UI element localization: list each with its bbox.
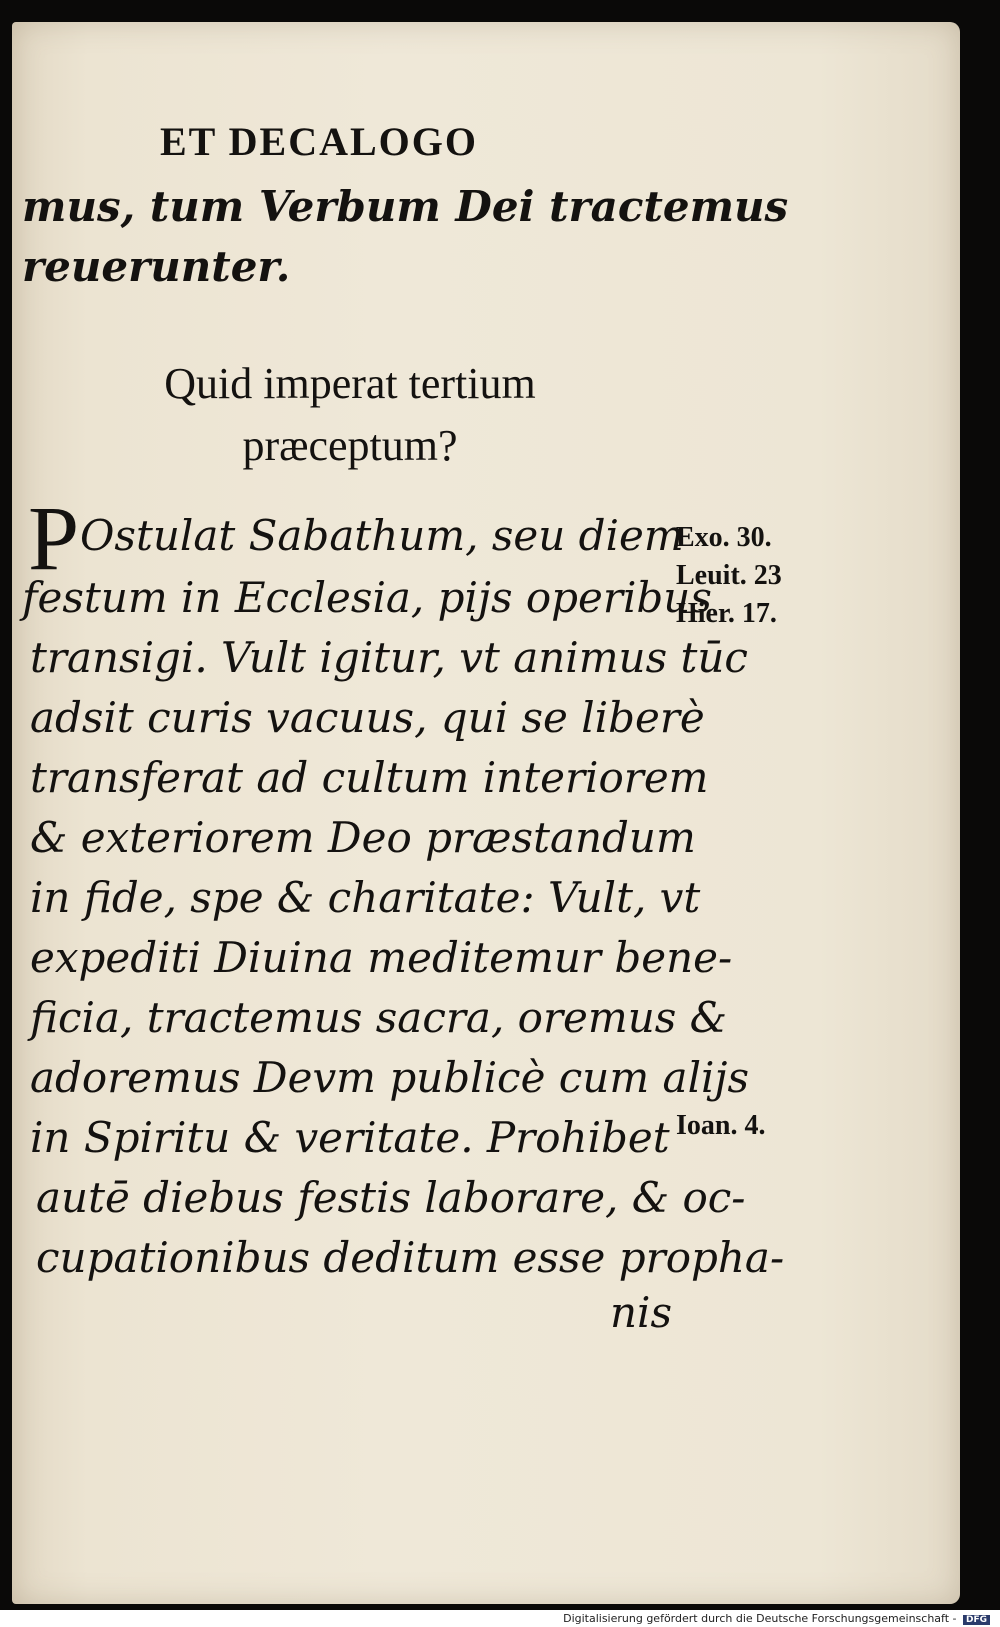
running-head: ET DECALOGO [160,119,478,164]
body-line: Ostulat Sabathum, seu diem [80,511,684,560]
question-heading: præceptum? [242,421,458,470]
body-line: ficia, tractemus sacra, oremus & [30,993,728,1042]
question-heading: Quid imperat tertium [164,359,536,408]
body-line: transigi. Vult igitur, vt animus tūc [30,633,748,682]
drop-capital: P [28,487,80,589]
margin-reference: Leuit. 23 [676,560,782,591]
body-line: expediti Diuina meditemur bene- [30,933,733,982]
credit-text: Digitalisierung gefördert durch die Deutsche Forschungsgemeinschaft - [563,1612,957,1625]
margin-reference: Ioan. 4. [676,1110,766,1141]
body-line: autē diebus festis laborare, & oc- [36,1173,746,1222]
body-line: cupationibus deditum esse propha- [36,1233,785,1282]
margin-reference: Exo. 30. [676,522,772,553]
body-line: transferat ad cultum interiorem [30,753,709,802]
intro-line: reuerunter. [22,242,291,291]
body-line: & exteriorem Deo præstandum [30,813,696,862]
intro-line: mus, tum Verbum Dei tractemus [22,182,789,231]
body-line: in fide, spe & charitate: Vult, vt [30,873,701,922]
body-line: festum in Ecclesia, pijs operibus [22,573,712,622]
body-line: in Spiritu & veritate. Prohibet [30,1113,670,1162]
body-line: adsit curis vacuus, qui se liberè [30,693,705,742]
digitization-credit [563,1612,990,1625]
catchword: nis [610,1288,673,1337]
margin-reference: Hier. 17. [676,598,777,629]
body-line: adoremus Devm publicè cum alijs [30,1053,750,1102]
dfg-logo: DFG [963,1615,990,1625]
